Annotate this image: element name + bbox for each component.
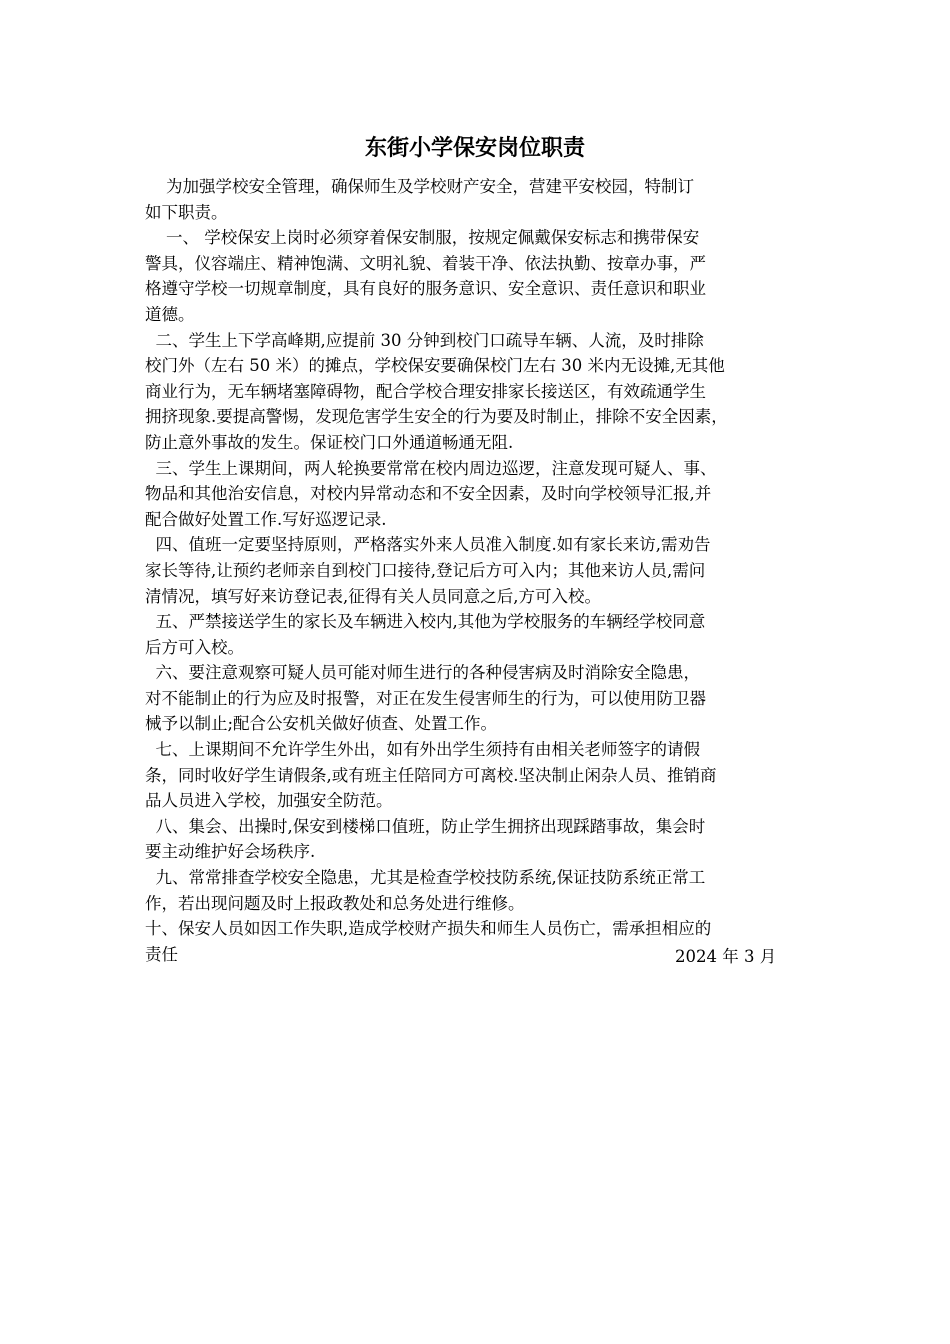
body-line: 八、集会、出操时,保安到楼梯口值班，防止学生拥挤出现踩踏事故，集会时 (145, 816, 706, 836)
body-line: 对不能制止的行为应及时报警，对正在发生侵害师生的行为，可以使用防卫器 (145, 688, 706, 708)
body-line: 械予以制止;配合公安机关做好侦查、处置工作。 (145, 714, 498, 734)
body-line: 后方可入校。 (145, 637, 244, 657)
body-line: 格遵守学校一切规章制度，具有良好的服务意识、安全意识、责任意识和职业 (145, 279, 706, 299)
document-body (145, 174, 813, 967)
body-line: 条，同时收好学生请假条,或有班主任陪同方可离校.坚决制止闲杂人员、推销商 (145, 765, 717, 785)
body-line: 一、 学校保安上岗时必须穿着保安制服，按规定佩戴保安标志和携带保安 (145, 228, 700, 248)
body-line: 家长等待,让预约老师亲自到校门口接待,登记后方可入内；其他来访人员,需问 (145, 560, 706, 580)
body-line: 七、上课期间不允许学生外出，如有外出学生须持有由相关老师签字的请假 (145, 740, 700, 760)
body-line: 责任 (145, 944, 178, 964)
body-line: 如下职责。 (145, 202, 228, 222)
body-line: 十、保安人员如因工作失职,造成学校财产损失和师生人员伤亡，需承担相应的 (145, 919, 712, 939)
body-line: 拥挤现象.要提高警惕，发现危害学生安全的行为要及时制止，排除不安全因素， (145, 407, 728, 427)
body-line: 校门外（左右 50 米）的摊点，学校保安要确保校门左右 30 米内无设摊,无其他 (145, 356, 725, 376)
body-line: 四、值班一定要坚持原则，严格落实外来人员准入制度.如有家长来访,需劝告 (145, 535, 711, 555)
body-line: 配合做好处置工作.写好巡逻记录. (145, 509, 387, 529)
document-title: 东街小学保安岗位职责 (364, 136, 585, 161)
body-line: 二、学生上下学高峰期,应提前 30 分钟到校门口疏导车辆、人流，及时排除 (145, 330, 704, 350)
body-lines (145, 174, 813, 967)
body-line: 物品和其他治安信息，对校内异常动态和不安全因素，及时向学校领导汇报,并 (145, 484, 712, 504)
body-line: 防止意外事故的发生。保证校门口外通道畅通无阻. (145, 432, 514, 452)
body-line: 道德。 (145, 304, 195, 324)
body-line: 要主动维护好会场秩序. (145, 842, 316, 862)
body-line: 为加强学校安全管理，确保师生及学校财产安全，营建平安校园，特制订 (145, 177, 694, 196)
body-line: 警具，仪容端庄、精神饱满、文明礼貌、着装干净、依法执勤、按章办事，严 (145, 253, 706, 273)
body-line: 清情况，填写好来访登记表,征得有关人员同意之后,方可入校。 (145, 586, 601, 606)
body-line: 作，若出现问题及时上报政教处和总务处进行维修。 (145, 893, 525, 913)
body-line: 三、学生上课期间，两人轮换要常常在校内周边巡逻，注意发现可疑人、事、 (145, 458, 717, 478)
body-line: 九、常常排查学校安全隐患，尤其是检查学校技防系统,保证技防系统正常工 (145, 868, 706, 888)
body-line: 五、严禁接送学生的家长及车辆进入校内,其他为学校服务的车辆经学校同意 (145, 612, 706, 632)
document-date: 2024 年 3 月 (675, 947, 777, 966)
body-line: 品人员进入学校，加强安全防范。 (145, 791, 393, 811)
body-line: 商业行为，无车辆堵塞障碍物，配合学校合理安排家长接送区，有效疏通学生 (145, 381, 706, 401)
body-line: 六、要注意观察可疑人员可能对师生进行的各种侵害病及时消除安全隐患， (145, 663, 700, 683)
